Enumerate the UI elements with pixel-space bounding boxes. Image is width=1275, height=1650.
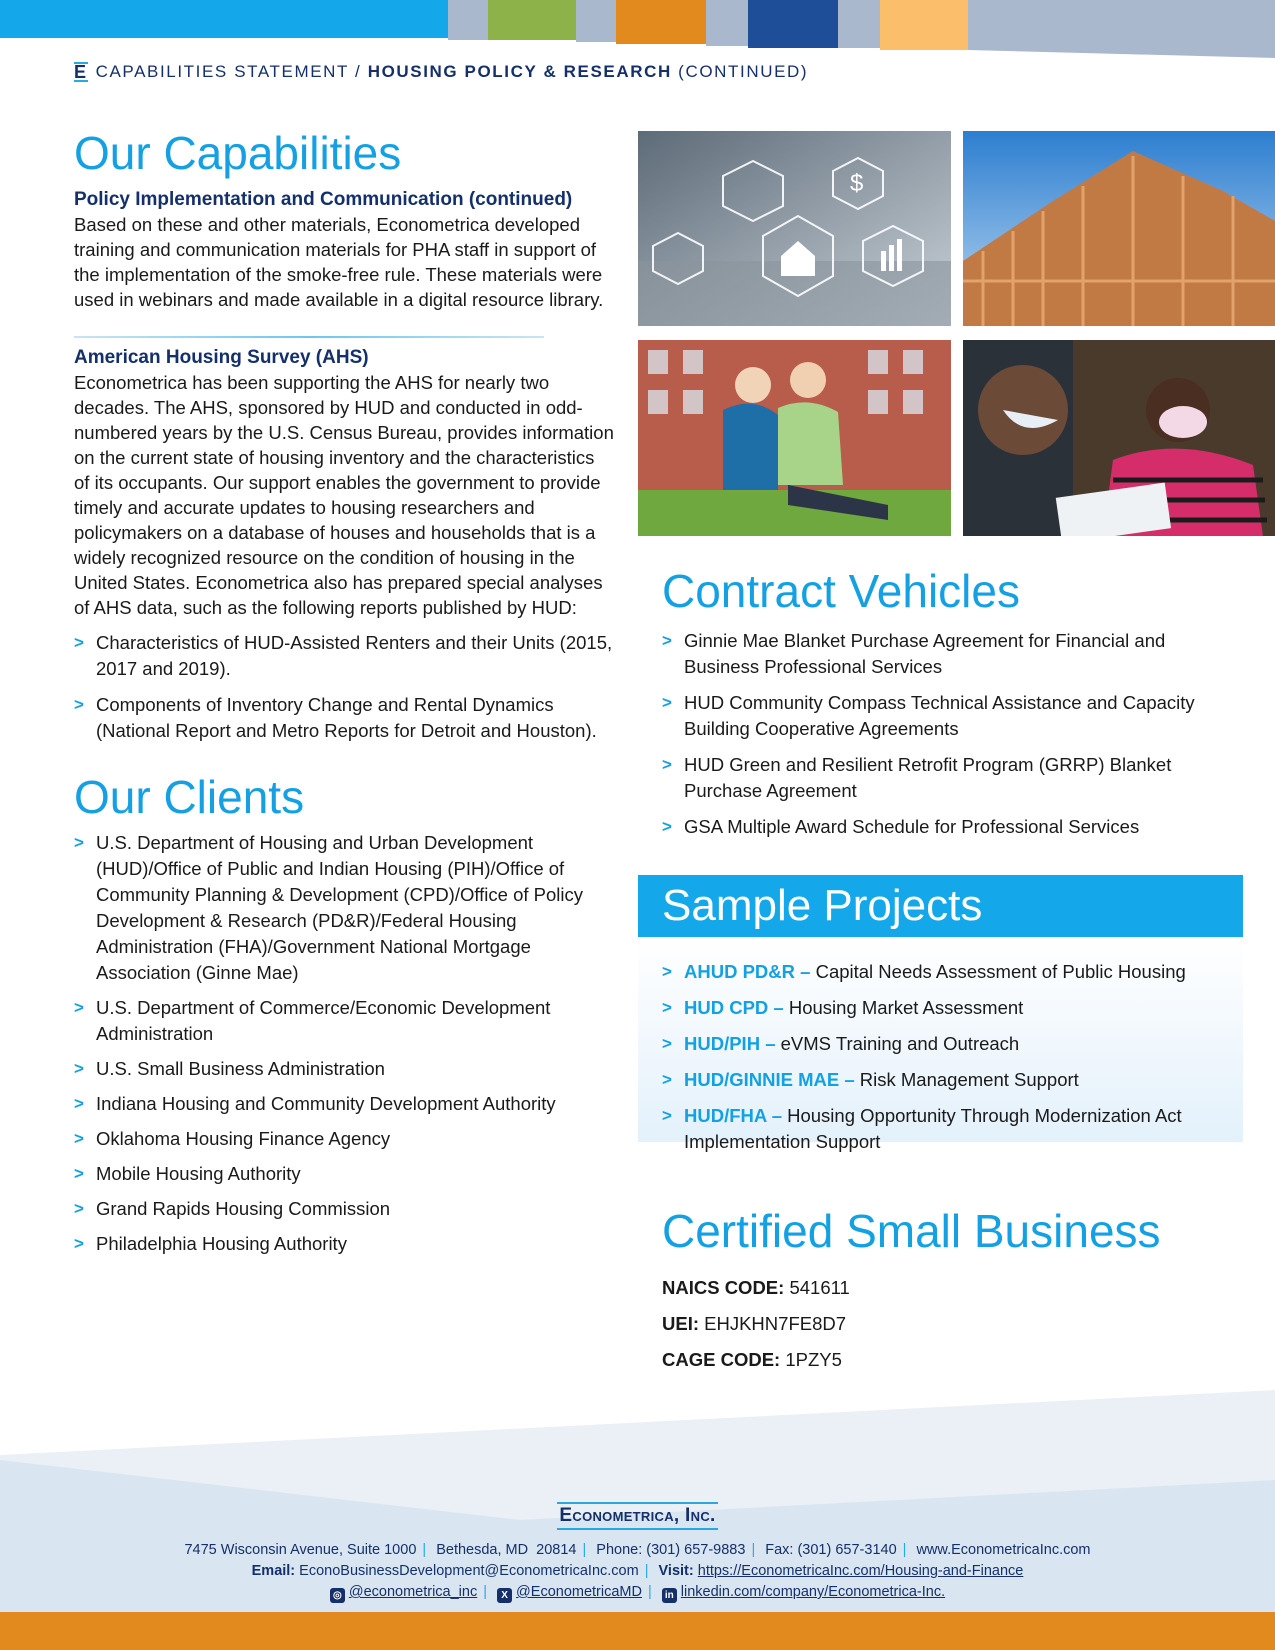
linkedin-link[interactable]: linkedin.com/company/Econometrica-Inc. bbox=[680, 1584, 946, 1600]
chevron-right-icon: > bbox=[662, 1034, 672, 1053]
chevron-right-icon: > bbox=[662, 1106, 672, 1125]
photo-senior-couple bbox=[638, 340, 951, 536]
footer-logo: Econometrica, Inc. bbox=[557, 1502, 717, 1530]
chevron-right-icon: > bbox=[662, 998, 672, 1017]
list-item: > HUD/FHA – Housing Opportunity Through Modernization Act Implementation Support bbox=[662, 1105, 1182, 1152]
chevron-right-icon: > bbox=[74, 695, 84, 714]
x-icon: X bbox=[497, 1588, 512, 1603]
breadcrumb-current: HOUSING POLICY & RESEARCH bbox=[367, 62, 672, 81]
chevron-right-icon: > bbox=[662, 1070, 672, 1089]
list-item: > U.S. Department of Housing and Urban Development (HUD)/Office of Public and Indian Housing (PIH)/Office of Community Planning & Development (CPD)/Office of Policy Development & Research (PD&R)/Federal Housing Administration (FHA)/Government National Mortgage Association (Ginne Mae) bbox=[74, 832, 584, 983]
list-item: > GSA Multiple Award Schedule for Professional Services bbox=[662, 814, 1222, 840]
chevron-right-icon: > bbox=[74, 1234, 84, 1253]
list-item: > HUD/GINNIE MAE – Risk Management Support bbox=[662, 1067, 1219, 1093]
ahs-heading: American Housing Survey (AHS) bbox=[74, 347, 369, 368]
list-item: > HUD/PIH – eVMS Training and Outreach bbox=[662, 1031, 1219, 1057]
policy-implementation-heading: Policy Implementation and Communication (continued) bbox=[74, 189, 573, 210]
breadcrumb-suffix: (CONTINUED) bbox=[671, 62, 809, 81]
photo-house-framing bbox=[963, 131, 1275, 326]
list-item: > Grand Rapids Housing Commission bbox=[74, 1196, 614, 1222]
instagram-icon: ◎ bbox=[330, 1588, 345, 1603]
bottom-orange-bar bbox=[0, 1612, 1275, 1650]
chevron-right-icon: > bbox=[74, 1094, 84, 1113]
list-item: > U.S. Department of Commerce/Economic Development Administration bbox=[74, 997, 551, 1044]
contract-vehicles-list bbox=[662, 628, 1222, 840]
policy-implementation-text: Based on these and other materials, Econometrica developed training and communication materials for PHA staff in support of the implementation of the smoke-free rule. These materials were used in webinars and made available in a digital resource library. bbox=[74, 214, 604, 310]
certified-small-business-section bbox=[662, 1205, 1222, 1378]
left-column bbox=[74, 127, 614, 1266]
capabilities-title: Our Capabilities bbox=[74, 127, 402, 179]
footer-contact-line: 7475 Wisconsin Avenue, Suite 1000 | Bethesda, MD 20814 | Phone: (301) 657-9883 | Fax: (301) 657-3140 | www.EconometricaInc.com bbox=[184, 1542, 1091, 1558]
footer bbox=[0, 1502, 1275, 1603]
chevron-right-icon: > bbox=[662, 755, 672, 774]
sample-projects-section bbox=[638, 875, 1243, 1152]
clients-title: Our Clients bbox=[74, 771, 305, 823]
list-item: > Ginnie Mae Blanket Purchase Agreement for Financial and Business Professional Services bbox=[662, 630, 1166, 677]
breadcrumb-prefix: CAPABILITIES STATEMENT / bbox=[95, 62, 368, 81]
top-color-band bbox=[0, 0, 1275, 58]
chevron-right-icon: > bbox=[74, 1059, 84, 1078]
section-divider bbox=[74, 336, 544, 338]
list-item: > Characteristics of HUD-Assisted Renters and their Units (2015, 2017 and 2019). bbox=[74, 632, 613, 679]
contract-vehicles-section bbox=[662, 565, 1222, 850]
list-item: > HUD Community Compass Technical Assistance and Capacity Building Cooperative Agreements bbox=[662, 692, 1195, 739]
linkedin-icon: in bbox=[662, 1588, 677, 1603]
list-item: > Components of Inventory Change and Rental Dynamics (National Report and Metro Reports for Detroit and Houston). bbox=[74, 694, 597, 741]
chevron-right-icon: > bbox=[74, 998, 84, 1017]
sample-projects-body bbox=[638, 937, 1243, 1152]
list-item: > Oklahoma Housing Finance Agency bbox=[74, 1126, 614, 1152]
clients-list bbox=[74, 830, 614, 1257]
list-item: > Mobile Housing Authority bbox=[74, 1161, 614, 1187]
list-item: > AHUD PD&R – Capital Needs Assessment of Public Housing bbox=[662, 959, 1219, 985]
footer-website-link[interactable]: www.EconometricaInc.com bbox=[916, 1542, 1091, 1558]
sample-projects-list bbox=[662, 959, 1219, 1155]
sample-projects-title: Sample Projects bbox=[638, 875, 1243, 937]
naics-code: NAICS CODE: 541611 bbox=[662, 1277, 850, 1298]
chevron-right-icon: > bbox=[662, 962, 672, 981]
econometrica-logo-mark: E bbox=[74, 62, 88, 82]
footer-email-line: Email: EconoBusinessDevelopment@EconometricaInc.com | Visit: https://EconometricaInc.com/Housing-and-Finance bbox=[251, 1563, 1024, 1579]
ahs-text: Econometrica has been supporting the AHS for nearly two decades. The AHS, sponsored by HUD and conducted in odd-numbered years by the U.S. Census Bureau, provides information on the current state of housing inventory and the characteristics of its occupants. Our support enables the government to provide timely and accurate updates to housing researchers and policymakers on a database of houses and households that is a widely recognized resource on the condition of housing in the United States. Econometrica also has prepared special analyses of AHS data, such as the following reports published by HUD: bbox=[74, 372, 614, 618]
list-item: > HUD CPD – Housing Market Assessment bbox=[662, 995, 1219, 1021]
cage-code: CAGE CODE: 1PZY5 bbox=[662, 1349, 842, 1370]
chevron-right-icon: > bbox=[662, 631, 672, 650]
breadcrumb bbox=[74, 62, 808, 82]
photo-housing-icons bbox=[638, 131, 951, 326]
ahs-reports-list bbox=[74, 630, 614, 744]
list-item: > Philadelphia Housing Authority bbox=[74, 1231, 614, 1257]
certified-title: Certified Small Business bbox=[662, 1205, 1161, 1257]
chevron-right-icon: > bbox=[662, 817, 672, 836]
x-link[interactable]: @EconometricaMD bbox=[516, 1584, 642, 1600]
list-item: > HUD Green and Resilient Retrofit Program (GRRP) Blanket Purchase Agreement bbox=[662, 754, 1172, 801]
chevron-right-icon: > bbox=[74, 833, 84, 852]
footer-visit-link[interactable]: https://EconometricaInc.com/Housing-and-Finance bbox=[697, 1563, 1024, 1579]
svg-text:$: $ bbox=[850, 170, 864, 197]
chevron-right-icon: > bbox=[662, 693, 672, 712]
footer-email-link[interactable]: EconoBusinessDevelopment@EconometricaInc.com bbox=[299, 1563, 639, 1579]
chevron-right-icon: > bbox=[74, 1199, 84, 1218]
list-item: > U.S. Small Business Administration bbox=[74, 1056, 614, 1082]
photo-masked-interview bbox=[963, 340, 1275, 536]
instagram-link[interactable]: @econometrica_inc bbox=[348, 1584, 478, 1600]
contract-vehicles-title: Contract Vehicles bbox=[662, 565, 1020, 617]
chevron-right-icon: > bbox=[74, 1129, 84, 1148]
list-item: > Indiana Housing and Community Development Authority bbox=[74, 1091, 614, 1117]
footer-social-line: ◎ @econometrica_inc | X @EconometricaMD | in linkedin.com/company/Econometrica-Inc. bbox=[0, 1582, 1275, 1603]
chevron-right-icon: > bbox=[74, 633, 84, 652]
chevron-right-icon: > bbox=[74, 1164, 84, 1183]
uei-code: UEI: EHJKHN7FE8D7 bbox=[662, 1313, 847, 1334]
